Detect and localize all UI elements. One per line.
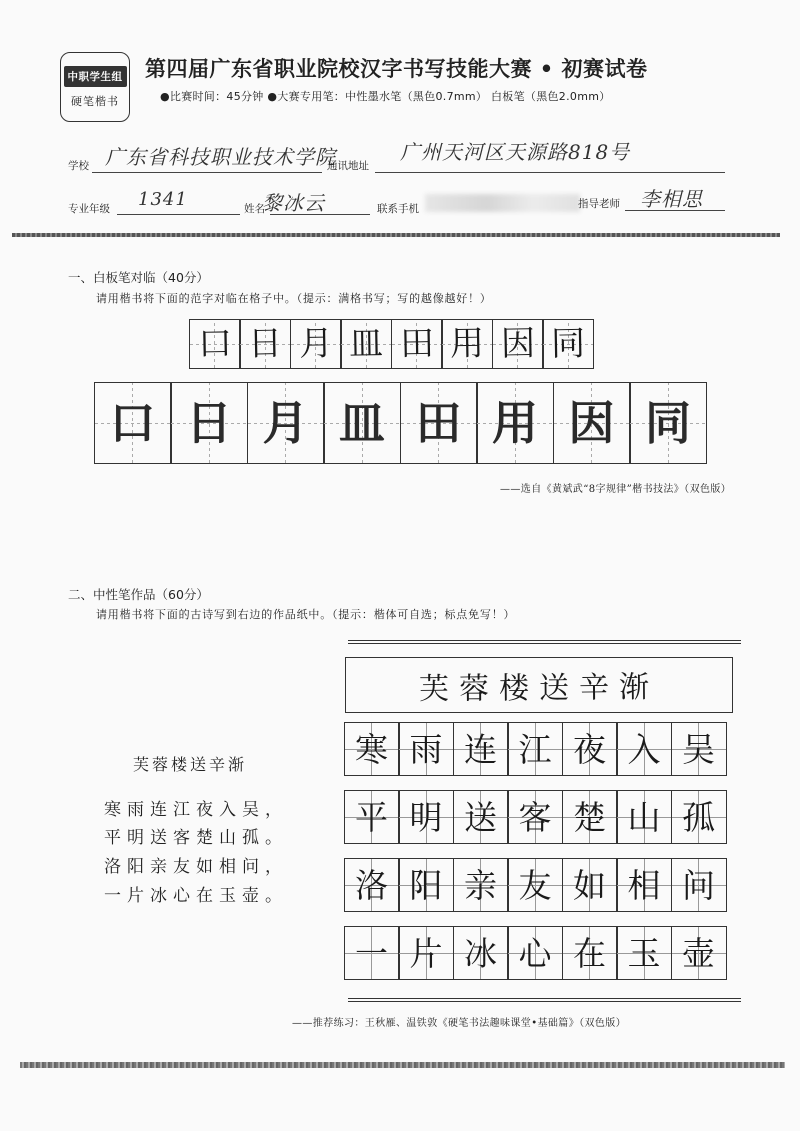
work-cell[interactable] [344,790,400,844]
work-cell[interactable] [507,858,563,912]
section2-heading: 二、中性笔作品（60分） [68,587,209,602]
work-char: 寒 [355,729,388,769]
section1-hint: 请用楷书将下面的范字对临在格子中。（提示：满格书写；写的越像越好！） [96,292,492,305]
work-cell[interactable] [344,722,400,776]
practice-char: 用 [449,323,485,365]
work-char: 夜 [573,729,606,769]
work-char: 亲 [464,865,497,905]
model-char: 日 [186,396,232,450]
work-char: 洛 [355,865,388,905]
work-char: 壶 [682,933,715,973]
contact-label: 联系手机 [377,203,419,215]
work-char: 阳 [409,865,443,905]
work-char: 山 [627,797,661,837]
poem-line-1: 寒雨连江夜入吴， [104,800,288,820]
model-cell [94,382,172,464]
address-value[interactable]: 广州天河区天源路818号 [400,140,631,164]
section1-heading: 一、白板笔对临（40分） [68,270,209,285]
work-title-box [345,657,733,713]
work-cell[interactable] [507,722,563,776]
exam-subtitle: ●比赛时间：45分钟 ●大赛专用笔：中性墨水笔（黑色0.7mm） 白板笔（黑色2.0mm） [160,90,611,103]
practice-cell[interactable] [542,319,594,369]
work-cell[interactable] [344,858,400,912]
model-char: 田 [415,396,462,450]
practice-cell[interactable] [290,319,342,369]
model-cell [400,382,478,464]
work-cell[interactable] [562,722,618,776]
address-label: 通讯地址 [327,160,369,172]
work-cell[interactable] [616,722,672,776]
major-label: 专业年级 [68,203,110,215]
work-cell[interactable] [616,926,672,980]
work-cell[interactable] [344,926,400,980]
practice-char: 口 [197,323,232,365]
school-label: 学校 [68,160,89,172]
section1-source: ——选自《黄斌武“8字规律”楷书技法》（双色版） [500,484,732,495]
teacher-value[interactable]: 李相思 [640,187,703,211]
model-char: 皿 [339,396,385,450]
work-cell[interactable] [398,790,454,844]
work-char: 如 [573,865,606,905]
work-cell[interactable] [616,790,672,844]
practice-char: 月 [298,323,333,365]
work-char: 冰 [464,933,497,973]
work-char: 客 [518,797,552,837]
work-char: 片 [409,933,443,973]
work-char: 江 [518,729,552,769]
work-char: 问 [682,865,715,905]
work-cell[interactable] [398,722,454,776]
badge-group-label: 中职学生组 [64,66,127,87]
work-cell[interactable] [562,926,618,980]
name-value[interactable]: 黎冰云 [262,191,325,215]
model-char: 口 [109,396,156,450]
work-cell[interactable] [453,722,509,776]
work-cell[interactable] [453,790,509,844]
model-cell [553,382,631,464]
practice-char: 日 [247,323,283,365]
model-cell [170,382,248,464]
work-char: 送 [464,797,497,837]
practice-cell[interactable] [492,319,544,369]
section2-hint: 请用楷书将下面的古诗写到右边的作品纸中。（提示：楷体可自选；标点免写！） [96,608,516,621]
model-char: 用 [492,396,538,450]
work-char: 孤 [682,797,715,837]
practice-char: 田 [399,323,434,365]
practice-char: 因 [500,323,535,365]
exam-title: 第四届广东省职业院校汉字书写技能大赛 • 初赛试卷 [145,57,648,81]
poem-title: 芙蓉楼送辛渐 [133,755,248,774]
work-cell[interactable] [616,858,672,912]
work-cell[interactable] [398,926,454,980]
work-char: 连 [464,729,497,769]
model-cell [629,382,707,464]
model-cell [323,382,401,464]
practice-cell[interactable] [441,319,493,369]
contact-value-redacted [425,194,580,212]
school-value[interactable]: 广东省科技职业技术学院 [105,145,336,169]
practice-grid [190,319,594,369]
category-badge [60,52,130,122]
work-cell[interactable] [507,926,563,980]
work-char: 雨 [409,729,443,769]
teacher-label: 指导老师 [578,198,620,210]
work-char: 在 [573,933,606,973]
major-line [117,214,240,215]
header-divider [12,233,780,237]
practice-cell[interactable] [189,319,241,369]
badge-style-label: 硬笔楷书 [71,94,119,108]
major-value[interactable]: 1341 [138,189,188,210]
work-char: 相 [627,865,661,905]
work-char: 友 [518,865,552,905]
work-cell[interactable] [671,858,727,912]
work-row [345,858,727,912]
work-char: 明 [409,797,443,837]
poem-line-2: 平明送客楚山孤。 [104,828,288,848]
work-title: 芙蓉楼送辛渐 [418,669,660,708]
poem-line-4: 一片冰心在玉壶。 [104,886,288,906]
poem-line-3: 洛阳亲友如相问， [104,857,288,877]
model-char: 因 [568,396,615,450]
work-char: 吴 [682,729,715,769]
model-grid [95,382,707,464]
work-cell[interactable] [562,858,618,912]
model-char: 同 [645,396,691,450]
work-char: 玉 [627,933,661,973]
work-char: 心 [518,933,552,973]
practice-cell[interactable] [340,319,392,369]
model-cell [247,382,325,464]
work-char: 一 [355,933,388,973]
work-cell[interactable] [507,790,563,844]
work-cell[interactable] [671,926,727,980]
work-char: 楚 [573,797,606,837]
address-line [375,172,725,173]
practice-char: 同 [550,323,586,365]
section2-source: ——推荐练习：王秋雁、温铁敦《硬笔书法趣味课堂•基础篇》（双色版） [292,1018,627,1029]
work-cell[interactable] [398,858,454,912]
school-line [92,172,322,173]
work-row [345,790,727,844]
model-char: 月 [262,396,309,450]
work-cell[interactable] [453,858,509,912]
footer-band [20,1062,785,1068]
work-cell[interactable] [671,722,727,776]
model-cell [476,382,554,464]
work-row [345,722,727,776]
work-cell[interactable] [453,926,509,980]
practice-cell[interactable] [239,319,291,369]
work-char: 平 [355,797,388,837]
work-char: 入 [627,729,661,769]
work-cell[interactable] [671,790,727,844]
work-row [345,926,727,980]
work-cell[interactable] [562,790,618,844]
practice-char: 皿 [348,323,384,365]
name-label: 姓名 [244,203,265,215]
practice-cell[interactable] [391,319,443,369]
